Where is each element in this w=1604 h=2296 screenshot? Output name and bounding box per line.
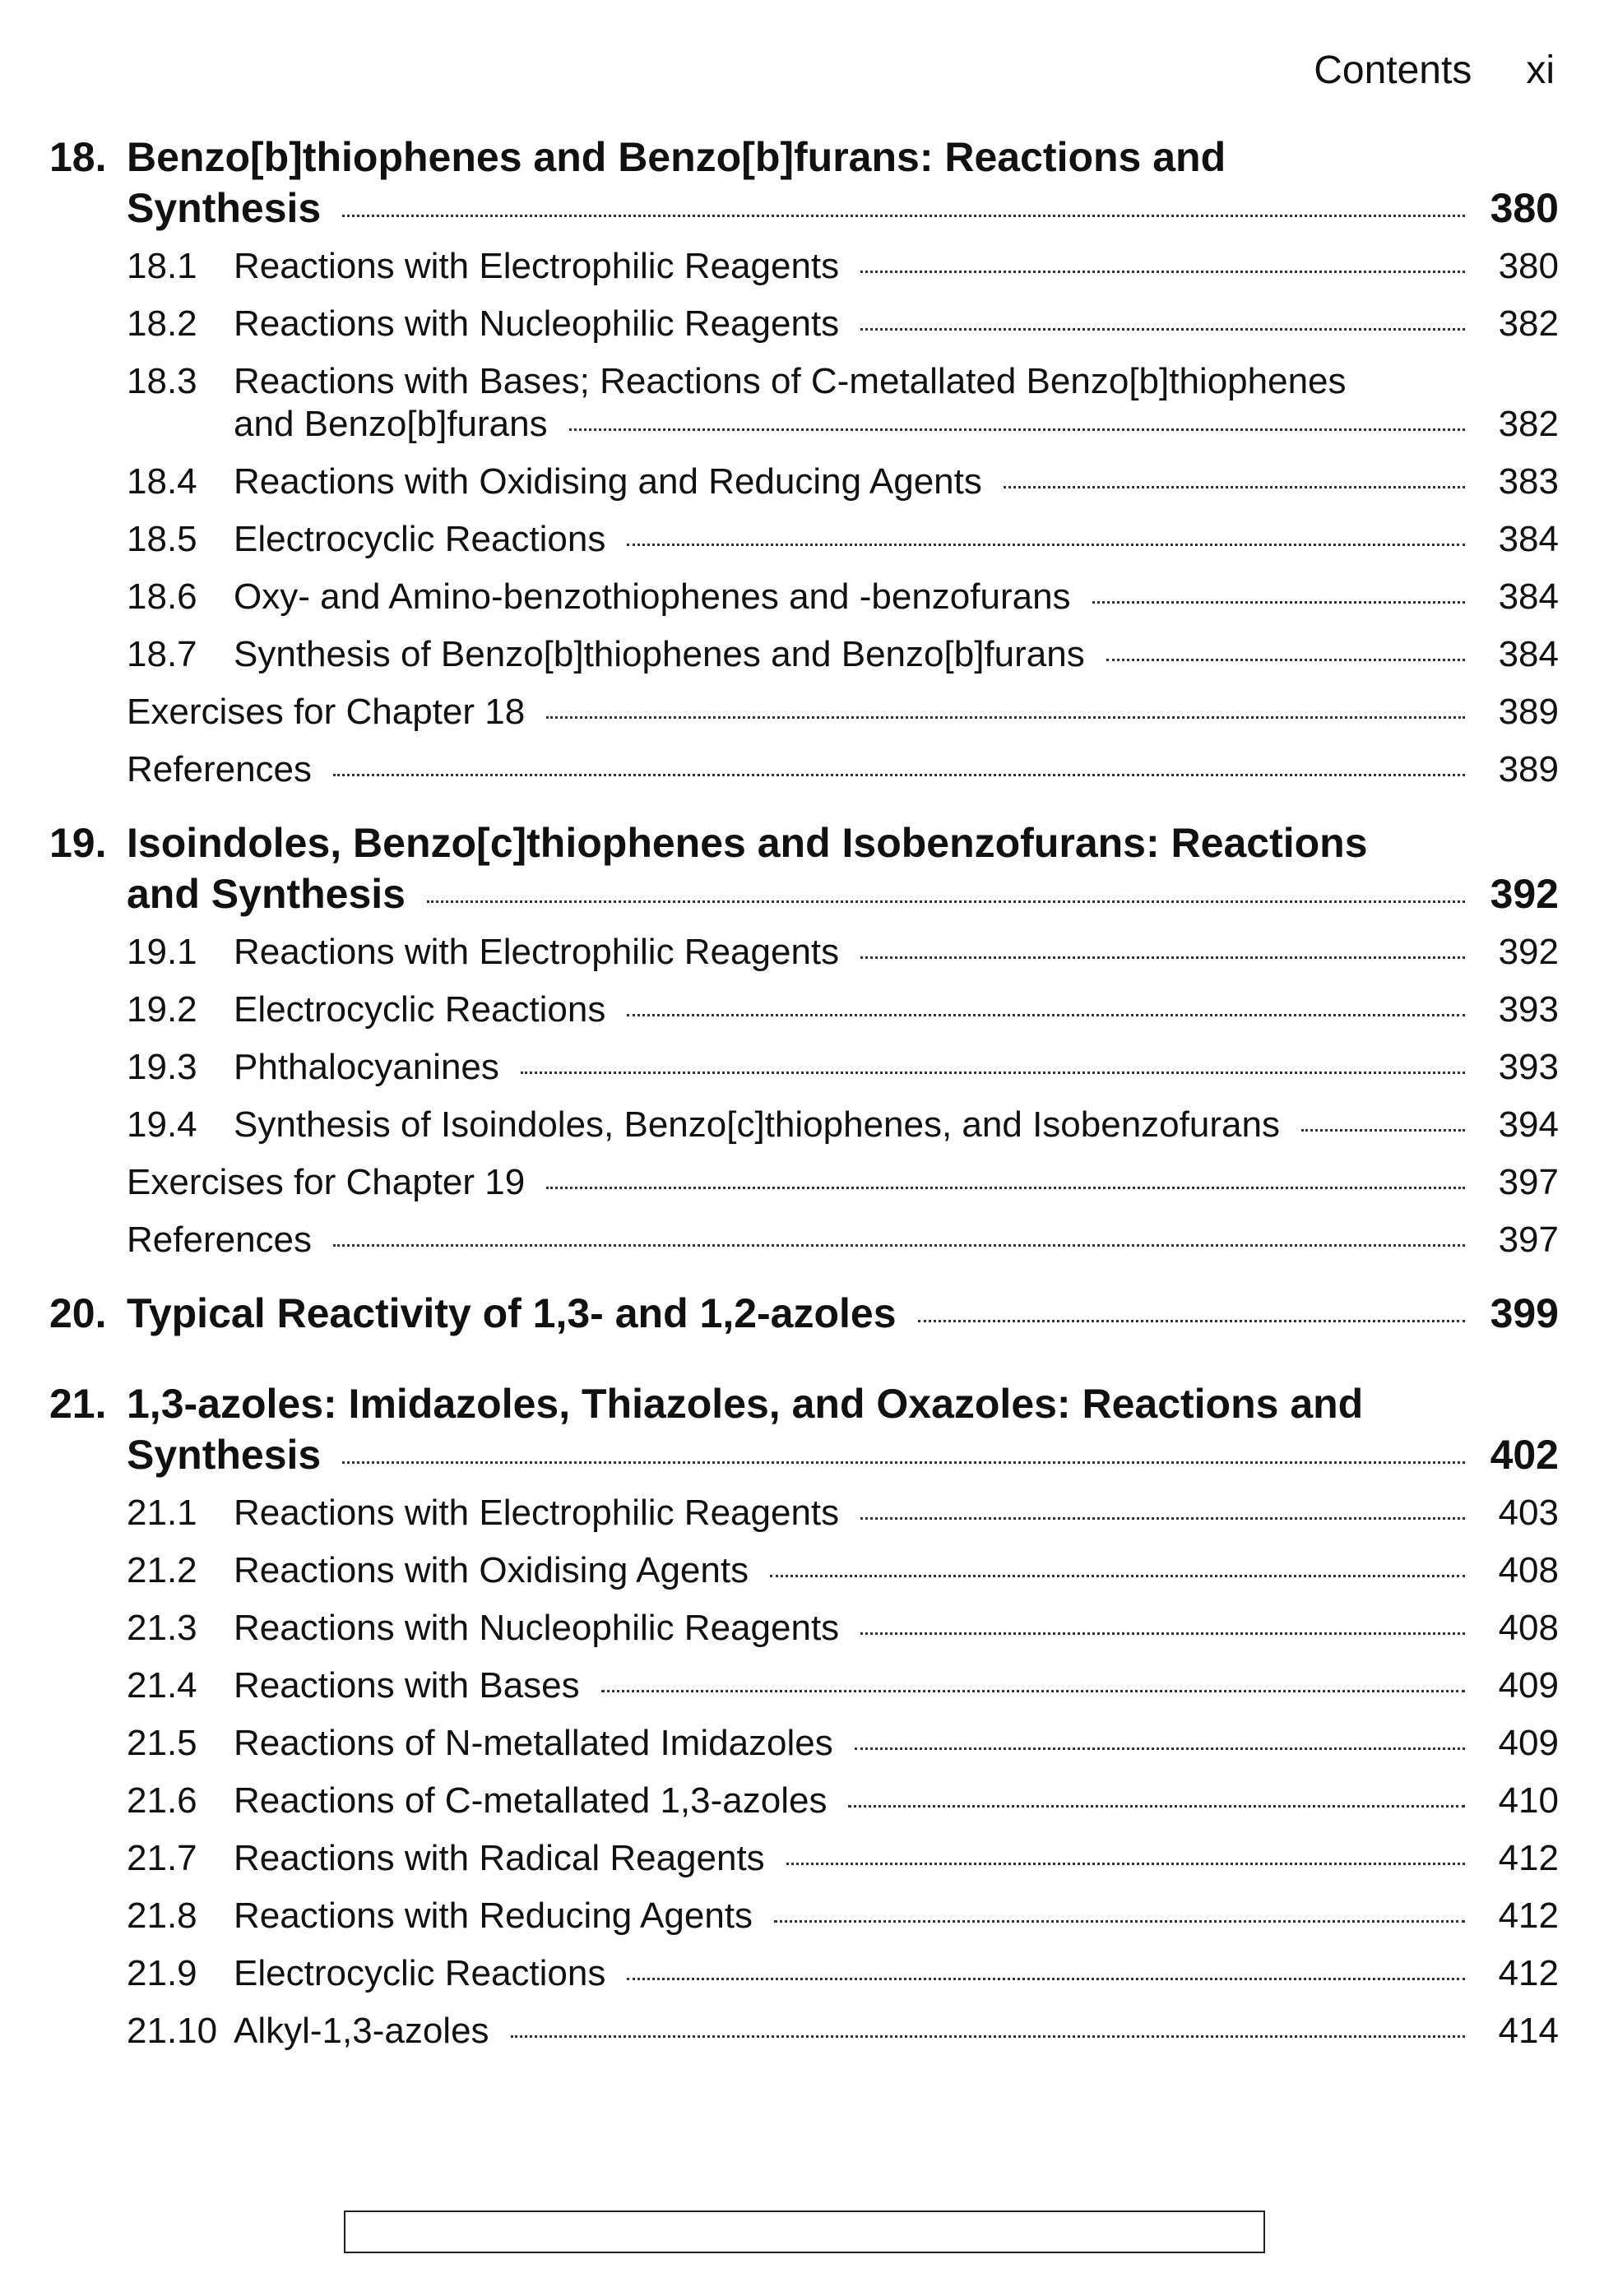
toc-entry[interactable] [127, 245, 1559, 288]
toc-entry[interactable] [127, 1549, 1559, 1592]
toc-entry[interactable] [127, 1046, 1559, 1089]
toc-entry[interactable] [127, 360, 1559, 446]
dot-leader [1106, 659, 1465, 661]
section-title: Reactions with Bases; Reactions of C-metallated Benzo[b]thiophenes [234, 361, 1347, 401]
section-list [49, 1492, 1559, 2053]
toc-entry-exercises[interactable] [127, 691, 1559, 734]
section-number: 18.1 [127, 246, 197, 286]
dot-leader [860, 1632, 1465, 1635]
section-page: 403 [1498, 1493, 1559, 1533]
section-number: 18.2 [127, 303, 197, 344]
chapter-title-cont: Synthesis [127, 185, 322, 231]
section-page: 384 [1498, 519, 1559, 559]
section-number: 21.5 [127, 1723, 197, 1763]
chapter-title: Benzo[b]thiophenes and Benzo[b]furans: Reactions and [127, 134, 1226, 180]
toc-entry[interactable] [127, 1952, 1559, 1995]
section-title: Electrocyclic Reactions [234, 1953, 606, 1993]
section-number: 19.4 [127, 1104, 197, 1145]
chapter-number: 18. [49, 134, 107, 180]
chapter-18 [49, 132, 1559, 791]
section-page: 382 [1498, 404, 1559, 444]
section-title: Reactions with Reducing Agents [234, 1896, 753, 1936]
dot-leader [546, 1187, 1465, 1189]
dot-leader [848, 1805, 1465, 1808]
exercises-page: 389 [1498, 692, 1559, 732]
section-title-cont: and Benzo[b]furans [234, 404, 548, 444]
section-number: 21.3 [127, 1608, 197, 1648]
section-title: Reactions with Electrophilic Reagents [234, 246, 840, 286]
references-page: 397 [1498, 1220, 1559, 1260]
section-number: 18.7 [127, 634, 197, 674]
chapter-number: 20. [49, 1290, 107, 1336]
section-page: 393 [1498, 1047, 1559, 1087]
section-page: 414 [1498, 2011, 1559, 2051]
section-number: 21.9 [127, 1953, 197, 1993]
section-title: Reactions of C-metallated 1,3-azoles [234, 1780, 827, 1821]
section-title: Reactions with Radical Reagents [234, 1838, 765, 1878]
section-number: 21.10 [127, 2011, 218, 2051]
chapter-page: 392 [1490, 871, 1559, 917]
chapter-page: 402 [1490, 1432, 1559, 1478]
toc-entry[interactable] [127, 303, 1559, 345]
dot-leader [860, 328, 1465, 331]
chapter-title: 1,3-azoles: Imidazoles, Thiazoles, and Oxazoles: Reactions and [127, 1381, 1364, 1427]
dot-leader [855, 1747, 1465, 1750]
toc-entry[interactable] [127, 1837, 1559, 1880]
chapter-number: 21. [49, 1381, 107, 1427]
toc-entry[interactable] [127, 988, 1559, 1031]
dot-leader [333, 1244, 1465, 1247]
section-page: 412 [1498, 1896, 1559, 1936]
section-number: 21.6 [127, 1780, 197, 1821]
section-number: 21.7 [127, 1838, 197, 1878]
section-title: Synthesis of Benzo[b]thiophenes and Benzo[b]furans [234, 634, 1085, 674]
section-page: 412 [1498, 1838, 1559, 1878]
section-title: Electrocyclic Reactions [234, 989, 606, 1030]
section-page: 409 [1498, 1665, 1559, 1706]
section-title: Reactions with Oxidising and Reducing Agents [234, 461, 982, 502]
section-title: Oxy- and Amino-benzothiophenes and -benzofurans [234, 576, 1071, 617]
section-title: Reactions with Nucleophilic Reagents [234, 1608, 840, 1648]
exercises-title: Exercises for Chapter 19 [127, 1162, 526, 1202]
section-title: Alkyl-1,3-azoles [234, 2011, 489, 2051]
dot-leader [860, 1517, 1465, 1520]
dot-leader [1092, 601, 1465, 604]
dot-leader [1004, 486, 1465, 488]
section-page: 393 [1498, 989, 1559, 1030]
chapter-title-cont: Synthesis [127, 1432, 322, 1478]
chapter-number: 19. [49, 820, 107, 866]
chapter-heading [49, 132, 1559, 234]
section-page: 383 [1498, 461, 1559, 502]
section-page: 408 [1498, 1550, 1559, 1590]
toc-entry[interactable] [127, 2010, 1559, 2053]
section-number: 18.4 [127, 461, 197, 502]
chapter-page: 399 [1490, 1290, 1559, 1336]
dot-leader [918, 1320, 1465, 1322]
section-title: Reactions with Nucleophilic Reagents [234, 303, 840, 344]
toc-entry[interactable] [127, 576, 1559, 618]
running-head [1314, 48, 1555, 93]
dot-leader [601, 1690, 1465, 1692]
toc-entry[interactable] [127, 1607, 1559, 1650]
section-page: 384 [1498, 576, 1559, 617]
section-page: 384 [1498, 634, 1559, 674]
section-list [49, 245, 1559, 791]
toc-entry[interactable] [127, 461, 1559, 503]
dot-leader [786, 1863, 1465, 1865]
section-page: 392 [1498, 932, 1559, 972]
section-page: 380 [1498, 246, 1559, 286]
section-number: 19.1 [127, 932, 197, 972]
toc-entry[interactable] [127, 633, 1559, 676]
toc-entry[interactable] [127, 1492, 1559, 1535]
section-title: Reactions with Bases [234, 1665, 580, 1706]
dot-leader [774, 1920, 1465, 1923]
exercises-title: Exercises for Chapter 18 [127, 692, 526, 732]
chapter-19 [49, 817, 1559, 1261]
section-title: Synthesis of Isoindoles, Benzo[c]thiophenes, and Isobenzofurans [234, 1104, 1280, 1145]
references-title: References [127, 1220, 313, 1260]
toc-entry[interactable] [127, 1104, 1559, 1146]
chapter-title: Typical Reactivity of 1,3- and 1,2-azoles [127, 1290, 897, 1336]
dot-leader [342, 1461, 1465, 1464]
chapter-page: 380 [1490, 185, 1559, 231]
exercises-page: 397 [1498, 1162, 1559, 1202]
dot-leader [860, 956, 1465, 959]
section-number: 21.2 [127, 1550, 197, 1590]
toc-entry[interactable] [127, 1722, 1559, 1765]
dot-leader [546, 716, 1465, 719]
section-number: 18.6 [127, 576, 197, 617]
section-title: Reactions with Electrophilic Reagents [234, 1493, 840, 1533]
toc-entry-references[interactable] [127, 748, 1559, 791]
section-number: 18.3 [127, 361, 197, 401]
section-page: 394 [1498, 1104, 1559, 1145]
section-number: 21.1 [127, 1493, 197, 1533]
dot-leader [860, 271, 1465, 273]
chapter-heading [49, 1378, 1559, 1480]
references-title: References [127, 749, 313, 789]
references-page: 389 [1498, 749, 1559, 789]
toc-entry[interactable] [127, 1895, 1559, 1937]
dot-leader [627, 544, 1465, 546]
section-number: 21.8 [127, 1896, 197, 1936]
chapter-heading[interactable] [49, 1288, 1559, 1339]
section-number: 19.3 [127, 1047, 197, 1087]
section-title: Phthalocyanines [234, 1047, 499, 1087]
toc-entry[interactable] [127, 1664, 1559, 1707]
section-title: Electrocyclic Reactions [234, 519, 606, 559]
dot-leader [770, 1575, 1465, 1577]
chapter-20 [49, 1288, 1559, 1339]
running-head-label: Contents [1314, 49, 1472, 92]
section-number: 19.2 [127, 989, 197, 1030]
section-page: 412 [1498, 1953, 1559, 1993]
dot-leader [521, 1072, 1465, 1074]
footer-box [344, 2210, 1265, 2253]
dot-leader [627, 1978, 1465, 1980]
section-number: 21.4 [127, 1665, 197, 1706]
chapter-title: Isoindoles, Benzo[c]thiophenes and Isobenzofurans: Reactions [127, 820, 1368, 866]
toc-entry-references[interactable] [127, 1219, 1559, 1261]
dot-leader [1301, 1129, 1465, 1132]
page-folio: xi [1526, 49, 1555, 92]
section-title: Reactions with Electrophilic Reagents [234, 932, 840, 972]
section-title: Reactions of N-metallated Imidazoles [234, 1723, 833, 1763]
dot-leader [511, 2035, 1465, 2038]
section-page: 408 [1498, 1608, 1559, 1648]
chapter-21 [49, 1378, 1559, 2053]
section-number: 18.5 [127, 519, 197, 559]
chapter-heading [49, 817, 1559, 919]
section-page: 410 [1498, 1780, 1559, 1821]
section-page: 382 [1498, 303, 1559, 344]
toc-entry-exercises[interactable] [127, 1161, 1559, 1204]
chapter-title-cont: and Synthesis [127, 871, 406, 917]
section-title: Reactions with Oxidising Agents [234, 1550, 749, 1590]
table-of-contents [49, 132, 1559, 2079]
dot-leader [333, 774, 1465, 776]
dot-leader [342, 215, 1465, 217]
dot-leader [427, 900, 1465, 903]
section-list [49, 931, 1559, 1261]
dot-leader [569, 428, 1465, 431]
toc-entry[interactable] [127, 518, 1559, 561]
toc-entry[interactable] [127, 1780, 1559, 1822]
toc-entry[interactable] [127, 931, 1559, 974]
dot-leader [627, 1014, 1465, 1016]
section-page: 409 [1498, 1723, 1559, 1763]
